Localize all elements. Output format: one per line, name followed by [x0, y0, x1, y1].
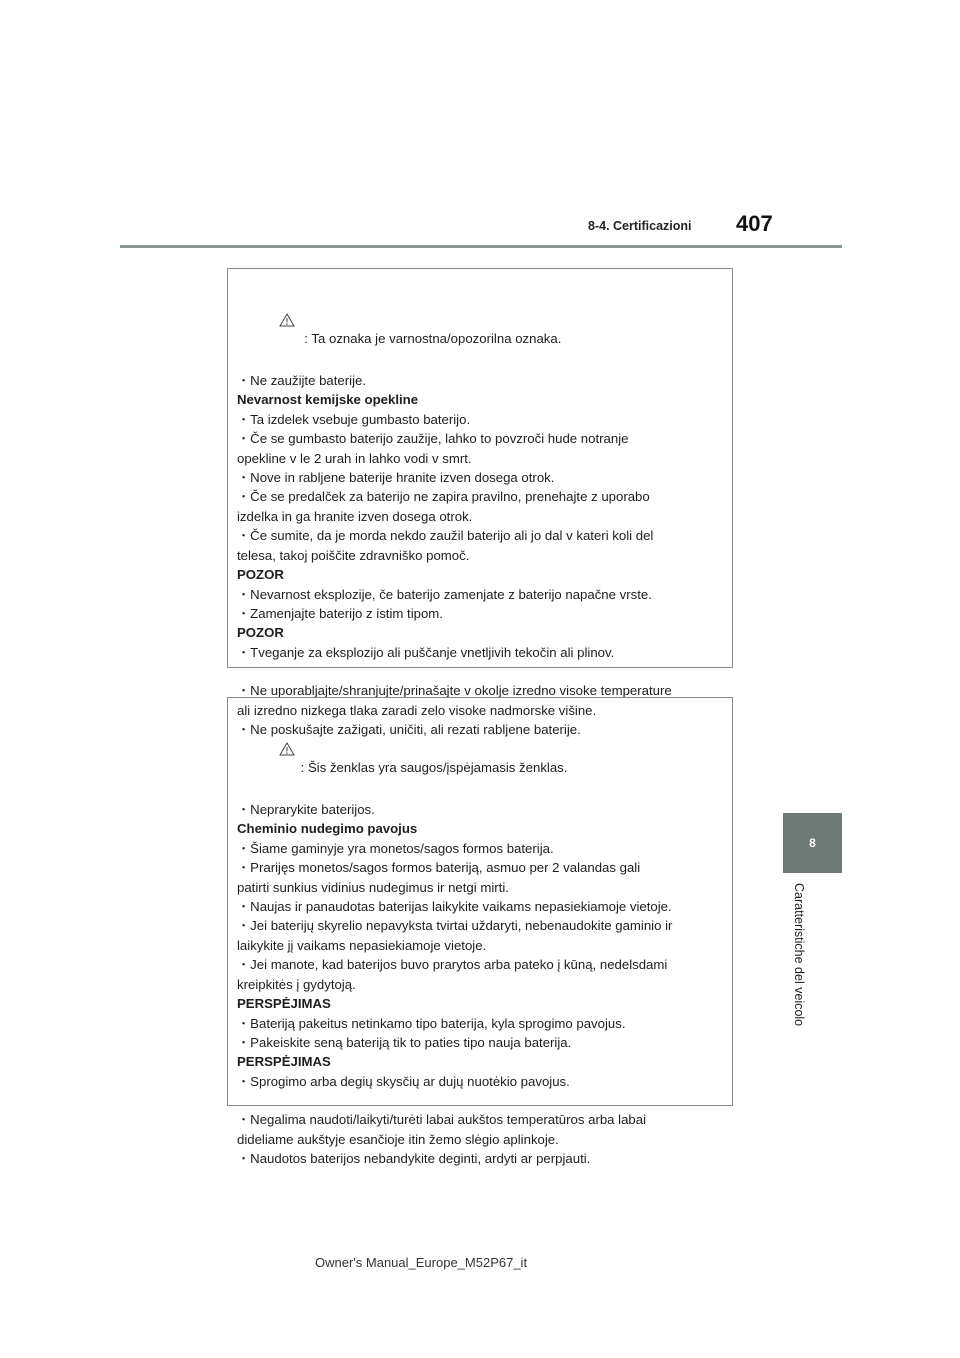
warning-box-slovenian: [227, 268, 733, 737]
chapter-tab[interactable]: [783, 813, 842, 873]
warning-intro-text: : Ta oznaka je varnostna/opozorilna oznaka.: [300, 331, 562, 347]
warning-text-line: ・Nevarnost eksplozije, če baterijo zamenjate z baterijo napačne vrste.: [237, 586, 652, 602]
warning-text-line: ・Negalima naudoti/laikyti/turėti labai aukštos temperatūros arba labai: [237, 1112, 647, 1128]
warning-text-line: telesa, takoj poiščite zdravniško pomoč.: [237, 547, 470, 563]
warning-intro: [237, 274, 724, 371]
blank-line: [237, 662, 724, 681]
warning-text-line: ・Zamenjajte baterijo z istim tipom.: [237, 605, 443, 621]
warning-text-line: ・Nove in rabljene baterije hranite izven dosega otrok.: [237, 470, 555, 486]
warning-lines: [237, 371, 724, 739]
warning-text-line: ・Ta izdelek vsebuje gumbasto baterijo.: [237, 411, 471, 427]
warning-text-line: ・Bateriją pakeitus netinkamo tipo baterija, kyla sprogimo pavojus.: [237, 1015, 626, 1031]
warning-heading: PERSPĖJIMAS: [237, 996, 331, 1012]
chapter-number: 8: [809, 836, 816, 850]
warning-heading: POZOR: [237, 625, 284, 641]
warning-intro: [237, 703, 724, 800]
warning-text-line: ・Jei baterijų skyrelio nepavyksta tvirtai uždaryti, nebenaudokite gaminio ir: [237, 918, 673, 934]
warning-triangle-icon: [257, 722, 295, 780]
warning-heading: Cheminio nudegimo pavojus: [237, 821, 418, 837]
warning-text-line: opekline v le 2 urah in lahko vodi v smrt.: [237, 450, 472, 466]
warning-text-line: ・Ne zaužijte baterije.: [237, 373, 367, 389]
warning-text-line: kreipkitės į gydytoją.: [237, 976, 356, 992]
warning-text-line: ・Ne poskušajte zažigati, uničiti, ali rezati rabljene baterije.: [237, 721, 581, 737]
warning-text-line: ・Naujas ir panaudotas baterijas laikykite vaikams nepasiekiamoje vietoje.: [237, 899, 672, 915]
warning-intro-text: : Šis ženklas yra saugos/įspėjamasis ženklas.: [300, 760, 568, 776]
warning-text-line: patirti sunkius vidinius nudegimus ir netgi mirti.: [237, 879, 509, 895]
warning-heading: Nevarnost kemijske opekline: [237, 392, 419, 408]
chapter-label: Caratteristiche del veicolo: [792, 883, 806, 1027]
warning-text-line: ・Pakeiskite seną bateriją tik to paties tipo nauja baterija.: [237, 1034, 572, 1050]
warning-text-line: izdelka in ga hranite izven dosega otrok.: [237, 508, 473, 524]
warning-text-line: ・Prarijęs monetos/sagos formos bateriją, asmuo per 2 valandas gali: [237, 860, 641, 876]
warning-heading: POZOR: [237, 567, 284, 583]
warning-text-line: laikykite jį vaikams nepasiekiamoje vietoje.: [237, 937, 487, 953]
warning-triangle-icon: [257, 293, 295, 351]
warning-text-line: ・Jei manote, kad baterijos buvo prarytos arba pateko į kūną, nedelsdami: [237, 957, 668, 973]
blank-line: [237, 1091, 724, 1110]
warning-text-line: ali izredno nizkega tlaka zaradi zelo visoke nadmorske višine.: [237, 702, 597, 718]
page-number: 407: [736, 211, 773, 236]
warning-text-line: ・Sprogimo arba degių skysčių ar dujų nuotėkio pavojus.: [237, 1073, 570, 1089]
warning-lines: [237, 800, 724, 1168]
footer-manual-id: Owner's Manual_Europe_M52P67_it: [315, 1255, 528, 1270]
section-title: 8-4. Certificazioni: [588, 219, 692, 233]
warning-text-line: ・Če se gumbasto baterijo zaužije, lahko to povzroči hude notranje: [237, 431, 629, 447]
header-divider: [120, 245, 842, 248]
warning-text-line: ・Naudotos baterijos nebandykite deginti, ardyti ar perpjauti.: [237, 1150, 591, 1166]
warning-text-line: ・Če sumite, da je morda nekdo zaužil baterijo ali jo dal v kateri koli del: [237, 528, 654, 544]
warning-text-line: ・Ne uporabljajte/shranjujte/prinašajte v okolje izredno visoke temperature: [237, 683, 672, 699]
warning-text-line: ・Neprarykite baterijos.: [237, 802, 375, 818]
warning-text-line: ・Šiame gaminyje yra monetos/sagos formos baterija.: [237, 840, 554, 856]
warning-box-lithuanian: [227, 697, 733, 1166]
warning-text-line: dideliame aukštyje esančioje itin žemo slėgio aplinkoje.: [237, 1131, 559, 1147]
warning-text-line: ・Če se predalček za baterijo ne zapira pravilno, prenehajte z uporabo: [237, 489, 650, 505]
warning-heading: PERSPĖJIMAS: [237, 1054, 331, 1070]
warning-text-line: ・Tveganje za eksplozijo ali puščanje vnetljivih tekočin ali plinov.: [237, 644, 615, 660]
